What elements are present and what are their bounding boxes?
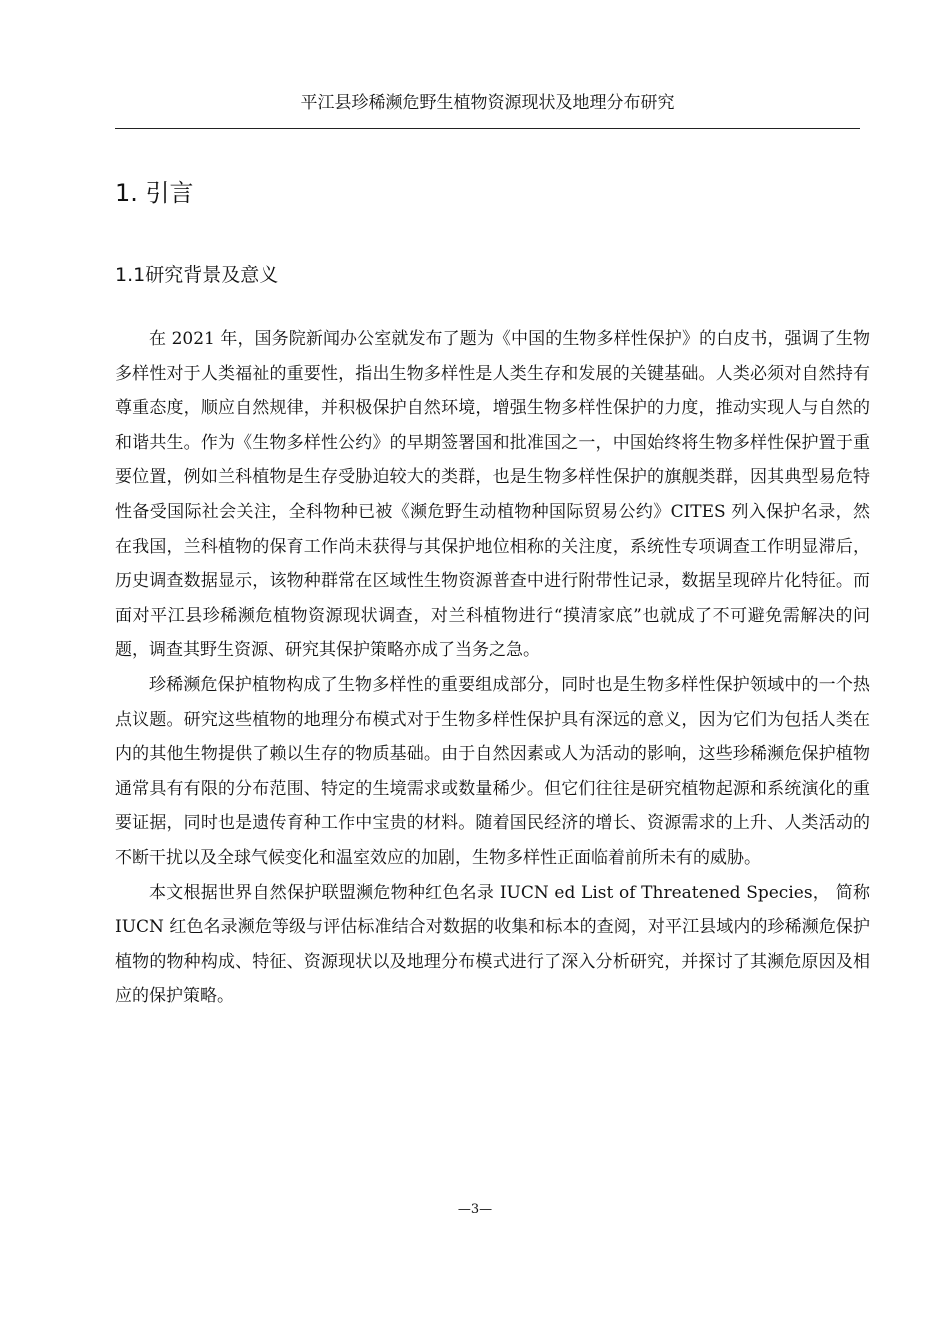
section-heading: 1. 引言 — [115, 179, 194, 207]
header-rule — [115, 128, 860, 129]
running-header: 平江县珍稀濒危野生植物资源现状及地理分布研究 — [300, 93, 675, 113]
body-text — [115, 322, 870, 1014]
subsection-heading: 1.1研究背景及意义 — [115, 264, 279, 286]
paragraph-2: 珍稀濒危保护植物构成了生物多样性的重要组成部分，同时也是生物多样性保护领域中的一个热点议题。研究这些植物的地理分布模式对于生物多样性保护具有深远的意义，因为它们为包括人类在内的其他生物提供了赖以生存的物质基础。由于自然因素或人为活动的影响，这些珍稀濒危保护植物通常具有有限的分布范围、特定的生境需求或数量稀少。但它们往往是研究植物起源和系统演化的重要证据，同时也是遗传育种工作中宝贵的材料。随着国民经济的增长、资源需求的上升、人类活动的不断干扰以及全球气候变化和温室效应的加剧，生物多样性正面临着前所未有的威胁。 — [115, 674, 870, 868]
paragraph-3: 本文根据世界自然保护联盟濒危物种红色名录 IUCN ed List of Threatened Species， 简称 IUCN 红色名录濒危等级与评估标准结合对数据的收集和标本的查阅，对平江县域内的珍稀濒危保护植物的物种构成、特征、资源现状以及地理分布模式进行了深入分析研究，并探讨了其濒危原因及相应的保护策略。 — [115, 882, 870, 1007]
paragraph-1: 在 2021 年，国务院新闻办公室就发布了题为《中国的生物多样性保护》的白皮书，强调了生物多样性对于人类福祉的重要性，指出生物多样性是人类生存和发展的关键基础。人类必须对自然持有尊重态度，顺应自然规律，并积极保护自然环境，增强生物多样性保护的力度，推动实现人与自然的和谐共生。作为《生物多样性公约》的早期签署国和批准国之一，中国始终将生物多样性保护置于重要位置，例如兰科植物是生存受胁迫较大的类群，也是生物多样性保护的旗舰类群，因其典型易危特性备受国际社会关注，全科物种已被《濒危野生动植物种国际贸易公约》CITES 列入保护名录，然在我国，兰科植物的保育工作尚未获得与其保护地位相称的关注度，系统性专项调查工作明显滞后，历史调查数据显示，该物种群常在区域性生物资源普查中进行附带性记录，数据呈现碎片化特征。而面对平江县珍稀濒危植物资源现状调查，对兰科植物进行“摸清家底”也就成了不可避免需解决的问题，调查其野生资源、研究其保护策略亦成了当务之急。 — [115, 329, 870, 661]
page-number: —3— — [457, 1202, 493, 1217]
